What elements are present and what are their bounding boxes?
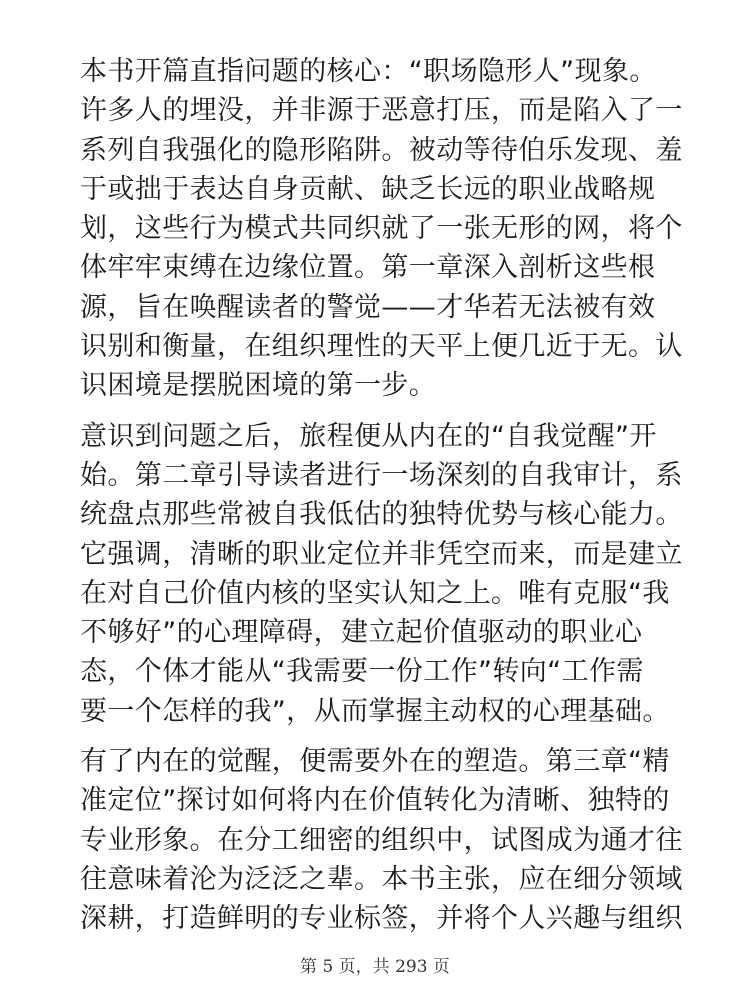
text-line: 往意味着沦为泛泛之辈。本书主张，应在细分领域 [80, 863, 683, 895]
text-line: 源，旨在唤醒读者的警觉——才华若无法被有效 [80, 291, 656, 323]
body-text [80, 52, 683, 950]
text-line: 专业形象。在分工细密的组织中，试图成为通才往 [80, 824, 683, 856]
text-line: 统盘点那些常被自我低估的独特优势与核心能力。 [80, 499, 683, 531]
text-line: 准定位”探讨如何将内在价值转化为清晰、独特的 [80, 785, 670, 817]
text-line: 于或拙于表达自身贡献、缺乏长远的职业战略规 [80, 173, 656, 205]
text-line: 系列自我强化的隐形陷阱。被动等待伯乐发现、羞 [80, 134, 683, 166]
text-line: 许多人的埋没，并非源于恶意打压，而是陷入了一 [80, 95, 683, 127]
text-line: 划，这些行为模式共同织就了一张无形的网，将个 [80, 213, 683, 245]
text-line: 要一个怎样的我”，从而掌握主动权的心理基础。 [80, 695, 670, 727]
paragraph-1 [80, 52, 683, 406]
text-line: 始。第二章引导读者进行一场深刻的自我审计，系 [80, 459, 683, 491]
text-line: 不够好”的心理障碍，建立起价值驱动的职业心 [80, 617, 643, 649]
text-line: 深耕，打造鲜明的专业标签，并将个人兴趣与组织 [80, 903, 683, 935]
text-line: 识别和衡量，在组织理性的天平上便几近于无。认 [80, 331, 683, 363]
text-line: 有了内在的觉醒，便需要外在的塑造。第三章“精 [80, 746, 670, 778]
paragraph-2 [80, 417, 683, 731]
paragraph-3 [80, 742, 683, 938]
text-line: 在对自己价值内核的坚实认知之上。唯有克服“我 [80, 577, 670, 609]
text-line: 本书开篇直指问题的核心：“职场隐形人”现象。 [80, 56, 657, 87]
text-line: 态，个体才能从“我需要一份工作”转向“工作需 [80, 656, 644, 688]
text-line: 意识到问题之后，旅程便从内在的“自我觉醒”开 [80, 420, 657, 452]
text-line: 它强调，清晰的职业定位并非凭空而来，而是建立 [80, 538, 683, 570]
text-line: 识困境是摆脱困境的第一步。 [80, 370, 437, 402]
page-number-footer: 第 5 页，共 293 页 [300, 957, 450, 977]
text-line: 体牢牢束缚在边缘位置。第一章深入剖析这些根 [80, 252, 656, 284]
